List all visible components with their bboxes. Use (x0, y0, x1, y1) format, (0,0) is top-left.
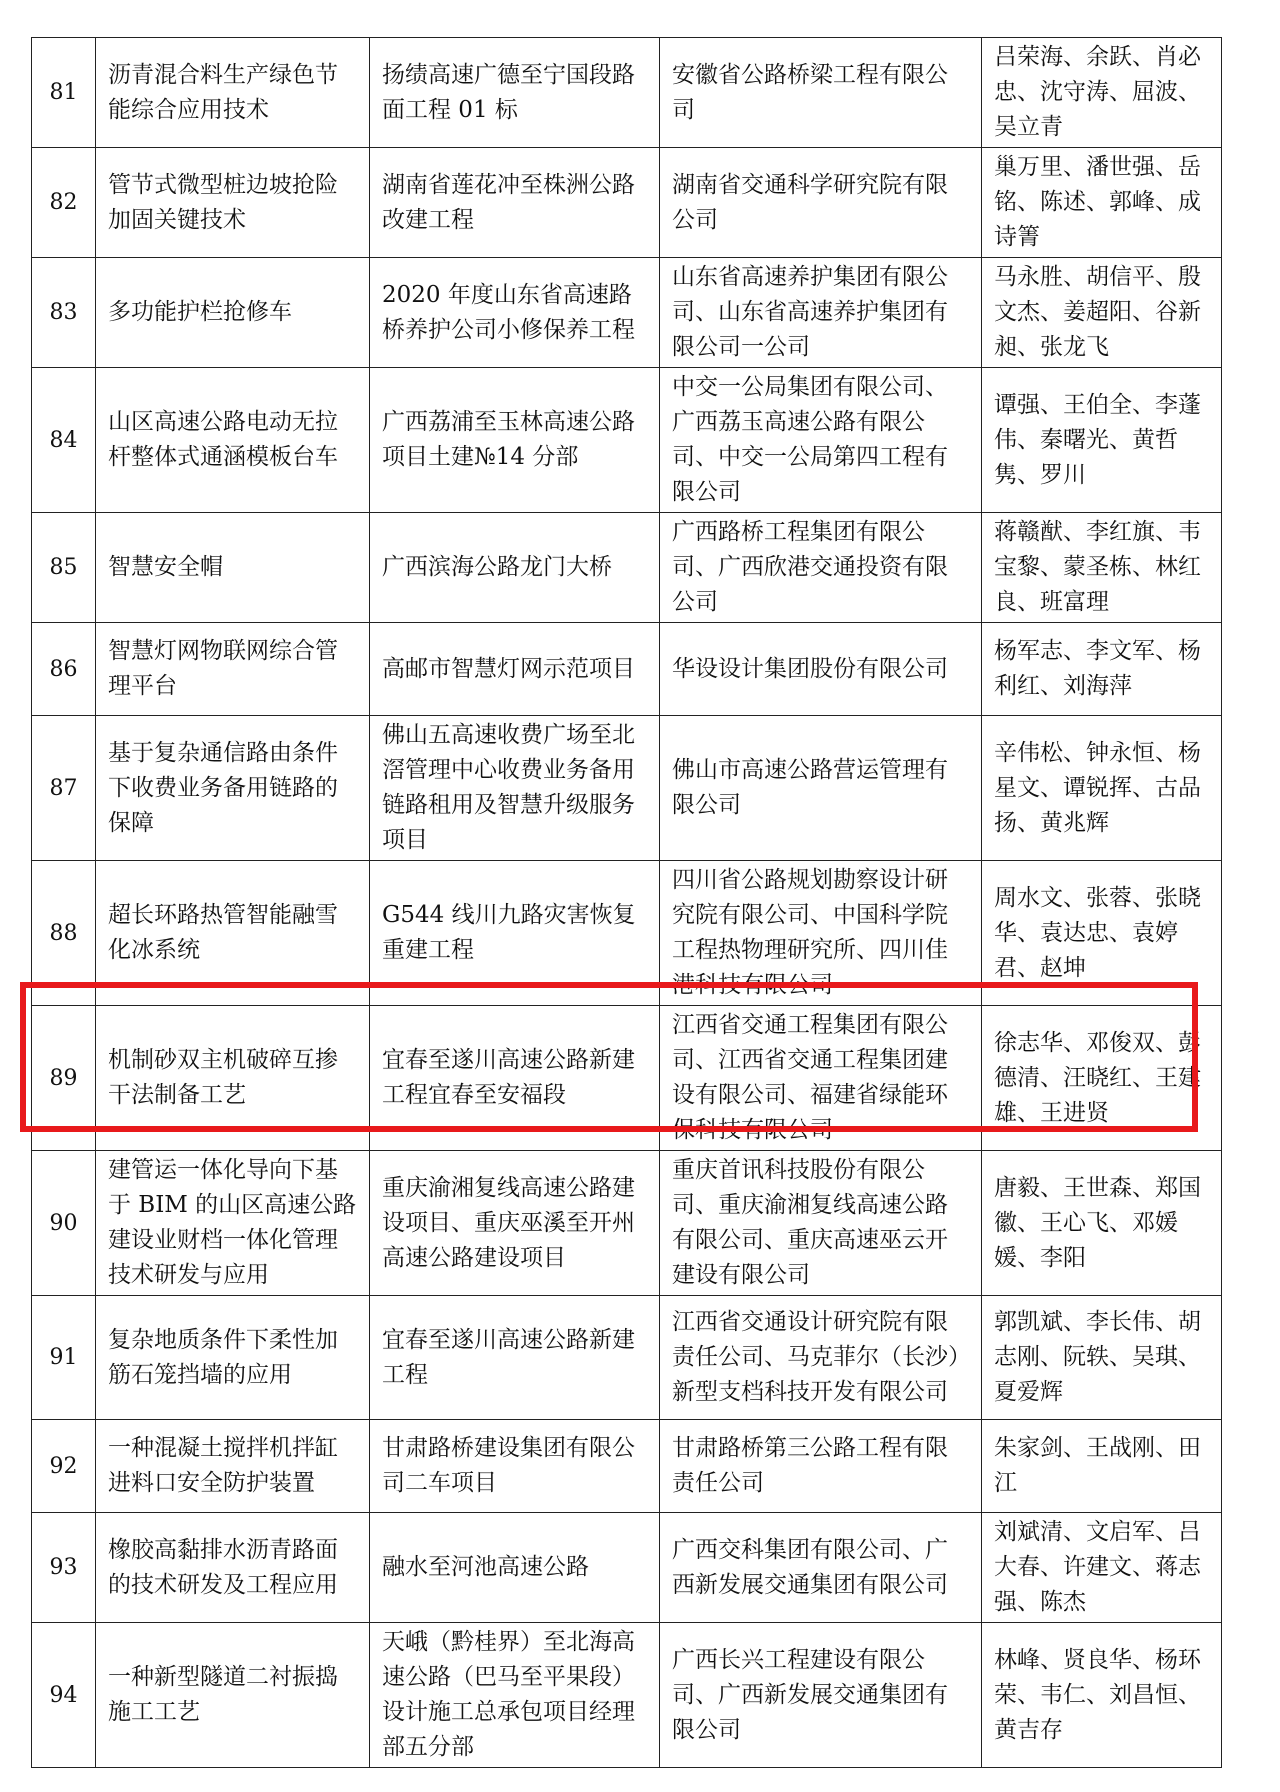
completing-people-cell: 吕荣海、余跃、肖必忠、沈守涛、屈波、吴立青 (982, 38, 1222, 148)
table-row (32, 861, 1222, 1006)
completing-people-cell: 郭凯斌、李长伟、胡志刚、阮轶、吴琪、夏爱辉 (982, 1296, 1222, 1420)
completing-units-cell: 山东省高速养护集团有限公司、山东省高速养护集团有限公司一公司 (660, 258, 982, 368)
row-number-cell: 83 (32, 258, 96, 368)
completing-people-cell: 巢万里、潘世强、岳铭、陈述、郭峰、成诗箐 (982, 148, 1222, 258)
project-name-cell: 一种混凝土搅拌机拌缸进料口安全防护装置 (96, 1420, 370, 1513)
row-number-cell: 89 (32, 1006, 96, 1151)
engineering-project-cell: 融水至河池高速公路 (370, 1513, 660, 1623)
completing-units-cell: 湖南省交通科学研究院有限公司 (660, 148, 982, 258)
project-name-cell: 管节式微型桩边坡抢险加固关键技术 (96, 148, 370, 258)
table-row (32, 623, 1222, 716)
table-row (32, 38, 1222, 148)
engineering-project-cell: 高邮市智慧灯网示范项目 (370, 623, 660, 716)
project-name-cell: 建管运一体化导向下基于 BIM 的山区高速公路建设业财档一体化管理技术研发与应用 (96, 1151, 370, 1296)
completing-people-cell: 唐毅、王世森、郑国徽、王心飞、邓媛媛、李阳 (982, 1151, 1222, 1296)
table-row (32, 1151, 1222, 1296)
engineering-project-cell: 2020 年度山东省高速路桥养护公司小修保养工程 (370, 258, 660, 368)
table-row (32, 1623, 1222, 1768)
completing-units-cell: 广西路桥工程集团有限公司、广西欣港交通投资有限公司 (660, 513, 982, 623)
completing-people-cell: 徐志华、邓俊双、彭德清、汪晓红、王建雄、王进贤 (982, 1006, 1222, 1151)
project-name-cell: 复杂地质条件下柔性加筋石笼挡墙的应用 (96, 1296, 370, 1420)
row-number-cell: 87 (32, 716, 96, 861)
completing-people-cell: 朱家剑、王战刚、田江 (982, 1420, 1222, 1513)
project-name-cell: 沥青混合料生产绿色节能综合应用技术 (96, 38, 370, 148)
row-number-cell: 92 (32, 1420, 96, 1513)
table-row (32, 1420, 1222, 1513)
row-number-cell: 90 (32, 1151, 96, 1296)
engineering-project-cell: 重庆渝湘复线高速公路建设项目、重庆巫溪至开州高速公路建设项目 (370, 1151, 660, 1296)
table-row (32, 1006, 1222, 1151)
project-name-cell: 智慧灯网物联网综合管理平台 (96, 623, 370, 716)
table-row (32, 368, 1222, 513)
engineering-project-cell: 广西滨海公路龙门大桥 (370, 513, 660, 623)
completing-units-cell: 四川省公路规划勘察设计研究院有限公司、中国科学院工程热物理研究所、四川佳港科技有限公司 (660, 861, 982, 1006)
completing-people-cell: 杨军志、李文军、杨利红、刘海萍 (982, 623, 1222, 716)
table-row (32, 148, 1222, 258)
table-body (32, 38, 1222, 1768)
engineering-project-cell: 天峨（黔桂界）至北海高速公路（巴马至平果段）设计施工总承包项目经理部五分部 (370, 1623, 660, 1768)
completing-people-cell: 马永胜、胡信平、殷文杰、姜超阳、谷新昶、张龙飞 (982, 258, 1222, 368)
row-number-cell: 93 (32, 1513, 96, 1623)
project-name-cell: 超长环路热管智能融雪化冰系统 (96, 861, 370, 1006)
row-number-cell: 81 (32, 38, 96, 148)
row-number-cell: 85 (32, 513, 96, 623)
engineering-project-cell: 甘肃路桥建设集团有限公司二车项目 (370, 1420, 660, 1513)
completing-people-cell: 林峰、贤良华、杨环荣、韦仁、刘昌恒、黄吉存 (982, 1623, 1222, 1768)
completing-units-cell: 重庆首讯科技股份有限公司、重庆渝湘复线高速公路有限公司、重庆高速巫云开建设有限公司 (660, 1151, 982, 1296)
project-name-cell: 机制砂双主机破碎互掺干法制备工艺 (96, 1006, 370, 1151)
engineering-project-cell: 宜春至遂川高速公路新建工程宜春至安福段 (370, 1006, 660, 1151)
completing-units-cell: 佛山市高速公路营运管理有限公司 (660, 716, 982, 861)
engineering-project-cell: G544 线川九路灾害恢复重建工程 (370, 861, 660, 1006)
engineering-project-cell: 广西荔浦至玉林高速公路项目土建№14 分部 (370, 368, 660, 513)
project-name-cell: 多功能护栏抢修车 (96, 258, 370, 368)
project-name-cell: 橡胶高黏排水沥青路面的技术研发及工程应用 (96, 1513, 370, 1623)
completing-units-cell: 广西长兴工程建设有限公司、广西新发展交通集团有限公司 (660, 1623, 982, 1768)
project-name-cell: 山区高速公路电动无拉杆整体式通涵模板台车 (96, 368, 370, 513)
completing-people-cell: 周水文、张蓉、张晓华、袁达忠、袁婷君、赵坤 (982, 861, 1222, 1006)
table-row (32, 1513, 1222, 1623)
row-number-cell: 86 (32, 623, 96, 716)
completing-people-cell: 刘斌清、文启军、吕大春、许建文、蒋志强、陈杰 (982, 1513, 1222, 1623)
engineering-project-cell: 扬绩高速广德至宁国段路面工程 01 标 (370, 38, 660, 148)
completing-units-cell: 广西交科集团有限公司、广西新发展交通集团有限公司 (660, 1513, 982, 1623)
project-name-cell: 智慧安全帽 (96, 513, 370, 623)
completing-units-cell: 安徽省公路桥梁工程有限公司 (660, 38, 982, 148)
awards-table (31, 37, 1222, 1768)
row-number-cell: 88 (32, 861, 96, 1006)
row-number-cell: 84 (32, 368, 96, 513)
engineering-project-cell: 宜春至遂川高速公路新建工程 (370, 1296, 660, 1420)
row-number-cell: 94 (32, 1623, 96, 1768)
table-row (32, 1296, 1222, 1420)
completing-people-cell: 辛伟松、钟永恒、杨星文、谭锐挥、古品扬、黄兆辉 (982, 716, 1222, 861)
project-name-cell: 基于复杂通信路由条件下收费业务备用链路的保障 (96, 716, 370, 861)
table-row (32, 716, 1222, 861)
completing-people-cell: 谭强、王伯全、李蓬伟、秦曙光、黄哲隽、罗川 (982, 368, 1222, 513)
table-row (32, 258, 1222, 368)
engineering-project-cell: 湖南省莲花冲至株洲公路改建工程 (370, 148, 660, 258)
completing-units-cell: 江西省交通设计研究院有限责任公司、马克菲尔（长沙）新型支档科技开发有限公司 (660, 1296, 982, 1420)
completing-units-cell: 甘肃路桥第三公路工程有限责任公司 (660, 1420, 982, 1513)
completing-people-cell: 蒋赣猷、李红旗、韦宝黎、蒙圣栋、林红良、班富理 (982, 513, 1222, 623)
row-number-cell: 91 (32, 1296, 96, 1420)
table-row (32, 513, 1222, 623)
row-number-cell: 82 (32, 148, 96, 258)
completing-units-cell: 华设设计集团股份有限公司 (660, 623, 982, 716)
completing-units-cell: 江西省交通工程集团有限公司、江西省交通工程集团建设有限公司、福建省绿能环保科技有限公司 (660, 1006, 982, 1151)
engineering-project-cell: 佛山五高速收费广场至北滘管理中心收费业务备用链路租用及智慧升级服务项目 (370, 716, 660, 861)
project-name-cell: 一种新型隧道二衬振捣施工工艺 (96, 1623, 370, 1768)
completing-units-cell: 中交一公局集团有限公司、广西荔玉高速公路有限公司、中交一公局第四工程有限公司 (660, 368, 982, 513)
